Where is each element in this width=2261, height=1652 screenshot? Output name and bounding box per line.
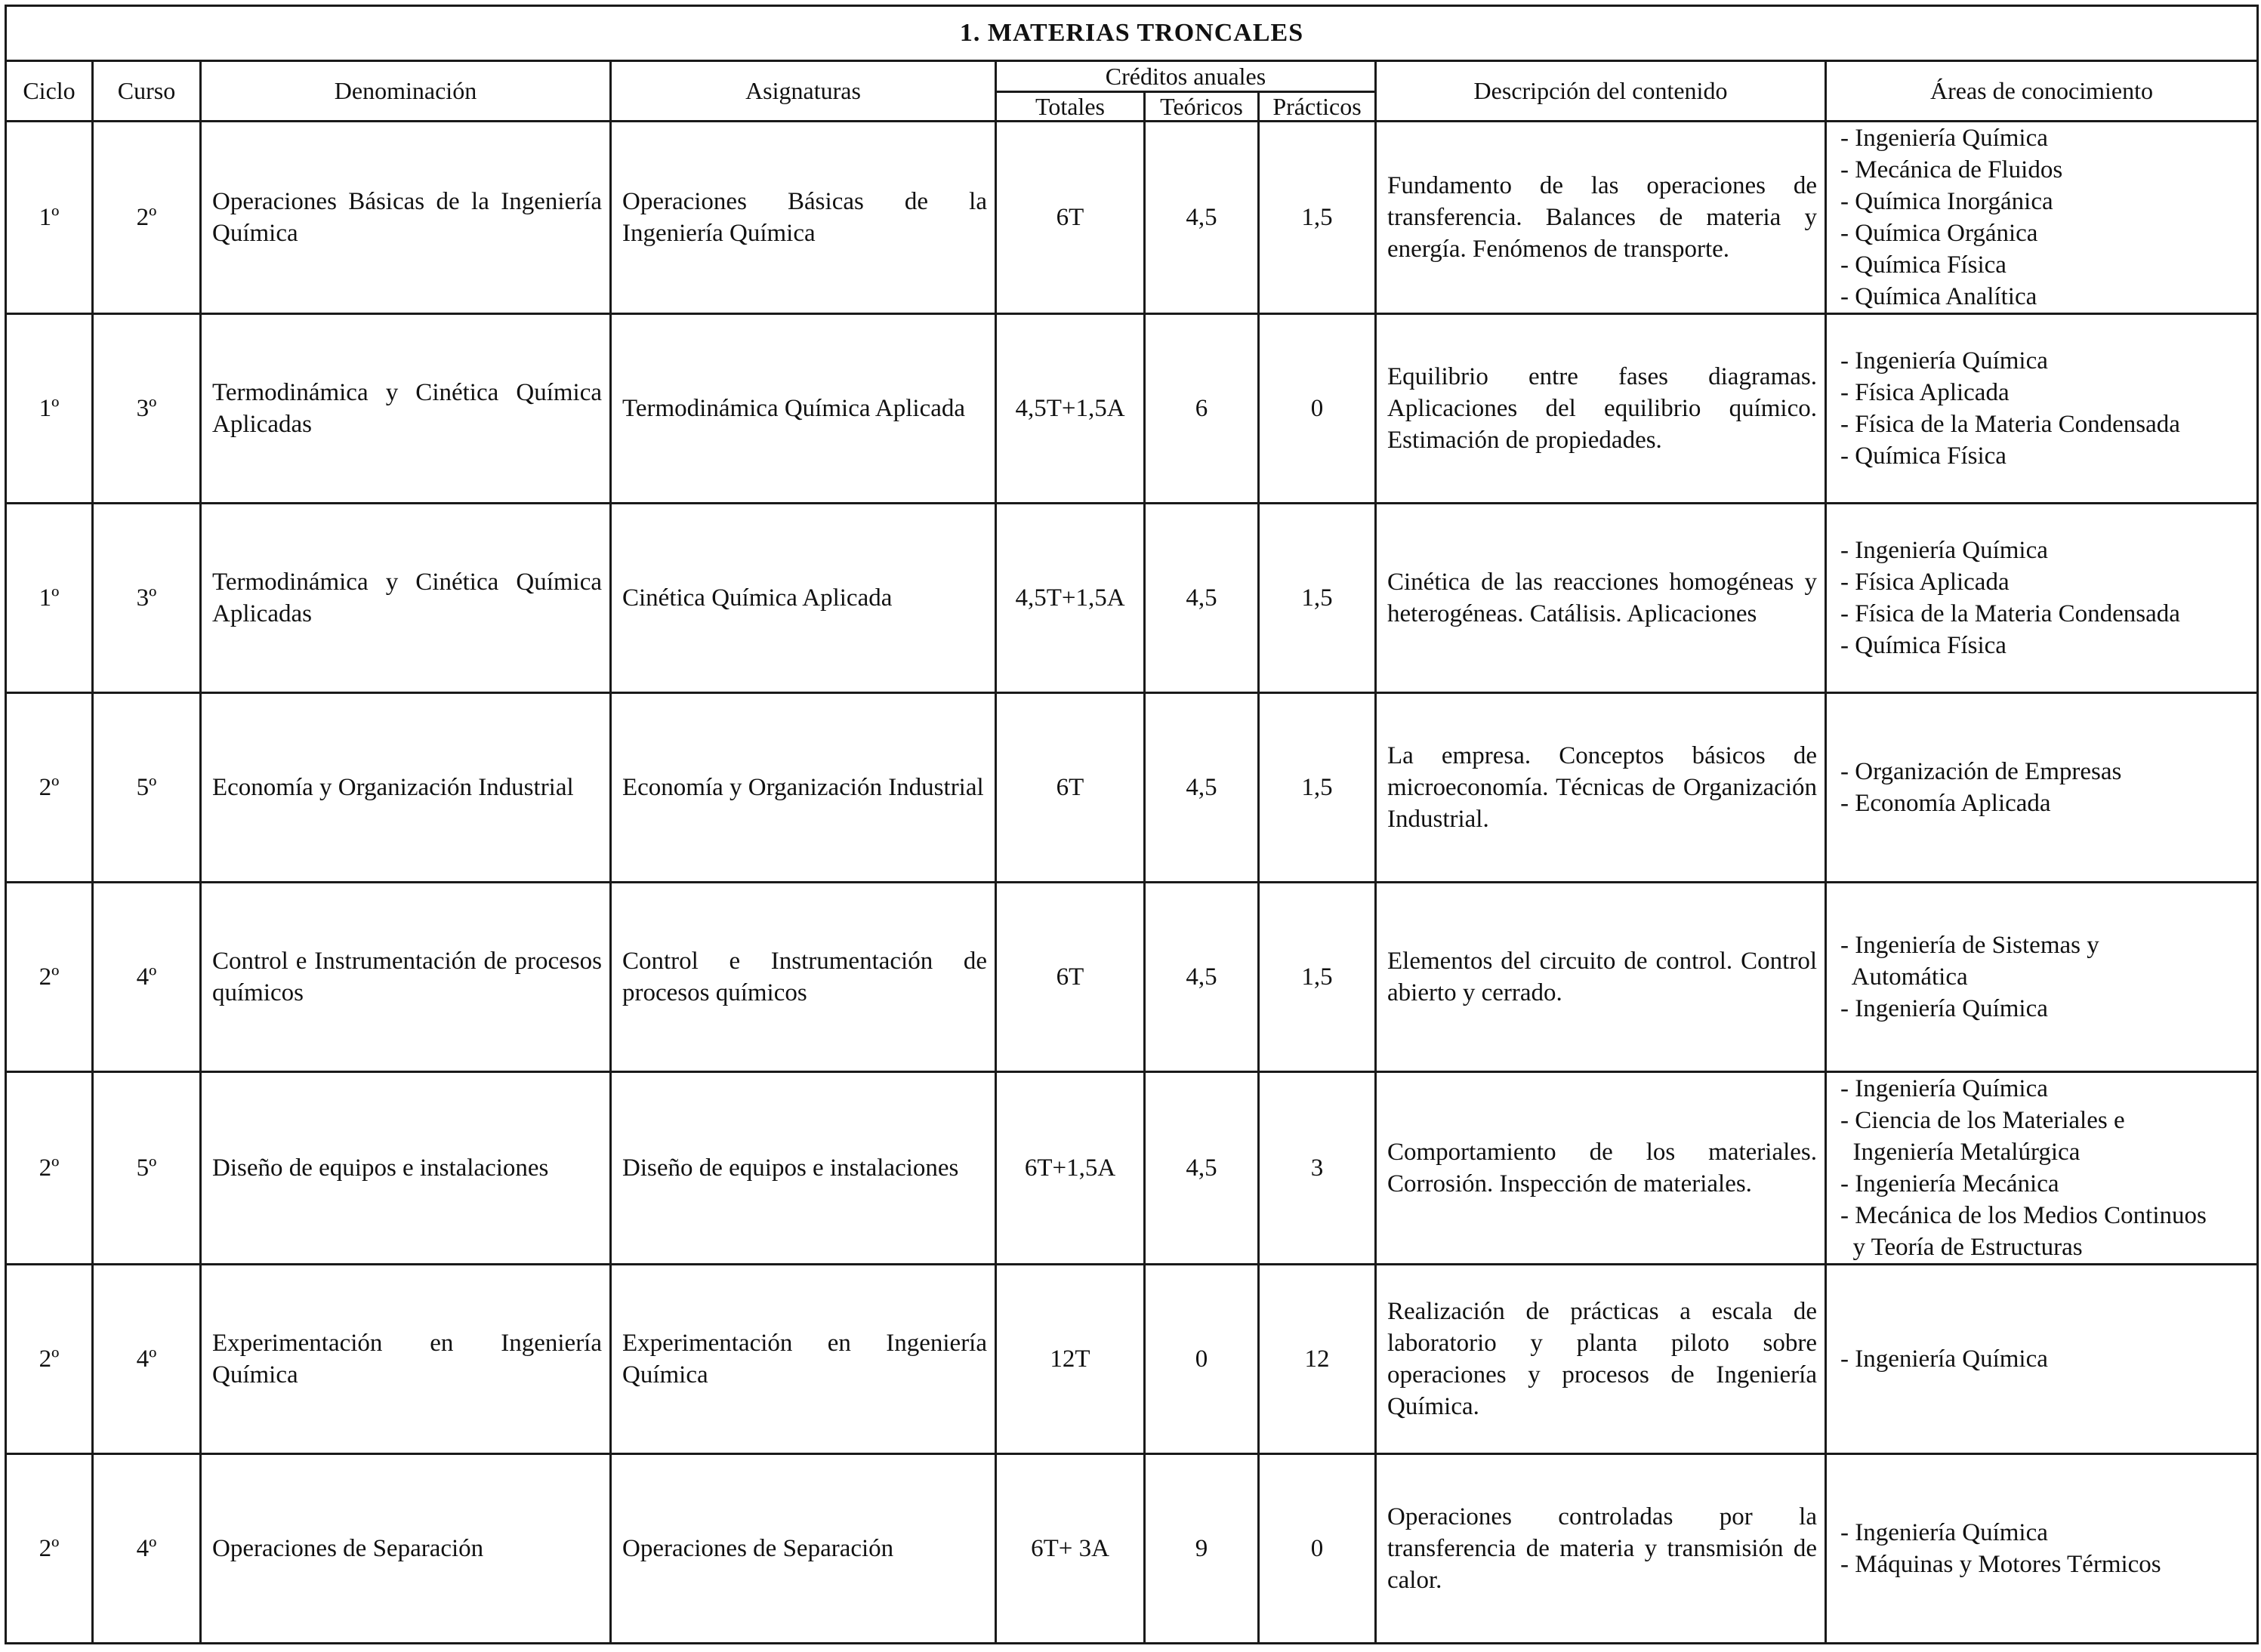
- creditos-teoricos-cell: 0: [1145, 1265, 1259, 1454]
- creditos-teoricos-cell: 4,5: [1145, 693, 1259, 883]
- area-item: - Ingeniería Mecánica: [1840, 1170, 2059, 1197]
- header-ciclo: Ciclo: [6, 61, 93, 122]
- area-item: - Economía Aplicada: [1840, 790, 2051, 817]
- denominacion-cell: Operaciones de Separación: [201, 1454, 611, 1644]
- creditos-totales-cell: 6T: [996, 122, 1145, 314]
- creditos-teoricos-cell: 4,5: [1145, 122, 1259, 314]
- descripcion-cell: Equilibrio entre fases diagramas. Aplicaciones del equilibrio químico. Estimación de propiedades.: [1376, 314, 1826, 504]
- creditos-totales-cell: 6T+1,5A: [996, 1072, 1145, 1265]
- ciclo-cell: 2º: [6, 1072, 93, 1265]
- creditos-totales-cell: 4,5T+1,5A: [996, 504, 1145, 693]
- denominacion-cell: Operaciones Básicas de la Ingeniería Química: [201, 122, 611, 314]
- ciclo-cell: 1º: [6, 122, 93, 314]
- area-item: - Ingeniería Química: [1840, 347, 2048, 374]
- table-row: [6, 1265, 2258, 1454]
- descripcion-cell: Operaciones controladas por la transferencia de materia y transmisión de calor.: [1376, 1454, 1826, 1644]
- creditos-practicos-cell: 12: [1259, 1265, 1376, 1454]
- denominacion-cell: Control e Instrumentación de procesos químicos: [201, 883, 611, 1072]
- header-teoricos: Teóricos: [1145, 92, 1259, 122]
- curso-cell: 5º: [93, 1072, 201, 1265]
- table-row: [6, 122, 2258, 314]
- denominacion-cell: Diseño de equipos e instalaciones: [201, 1072, 611, 1265]
- asignatura-cell: Economía y Organización Industrial: [611, 693, 996, 883]
- creditos-totales-cell: 6T: [996, 883, 1145, 1072]
- creditos-practicos-cell: 1,5: [1259, 693, 1376, 883]
- descripcion-cell: Elementos del circuito de control. Control abierto y cerrado.: [1376, 883, 1826, 1072]
- creditos-totales-cell: 4,5T+1,5A: [996, 314, 1145, 504]
- asignatura-cell: Control e Instrumentación de procesos químicos: [611, 883, 996, 1072]
- ciclo-cell: 2º: [6, 1454, 93, 1644]
- descripcion-cell: Realización de prácticas a escala de laboratorio y planta piloto sobre operaciones y procesos de Ingeniería Química.: [1376, 1265, 1826, 1454]
- area-item: - Ingeniería de Sistemas y: [1840, 932, 2099, 959]
- descripcion-cell: La empresa. Conceptos básicos de microeconomía. Técnicas de Organización Industrial.: [1376, 693, 1826, 883]
- asignatura-cell: Operaciones de Separación: [611, 1454, 996, 1644]
- creditos-practicos-cell: 0: [1259, 1454, 1376, 1644]
- header-practicos: Prácticos: [1259, 92, 1376, 122]
- curso-cell: 4º: [93, 1265, 201, 1454]
- ciclo-cell: 2º: [6, 1265, 93, 1454]
- creditos-teoricos-cell: 4,5: [1145, 1072, 1259, 1265]
- creditos-totales-cell: 6T+ 3A: [996, 1454, 1145, 1644]
- materias-troncales-table: [5, 5, 2259, 1644]
- header-curso: Curso: [93, 61, 201, 122]
- creditos-totales-cell: 12T: [996, 1265, 1145, 1454]
- area-item: - Química Inorgánica: [1840, 188, 2053, 215]
- creditos-teoricos-cell: 4,5: [1145, 504, 1259, 693]
- areas-cell: [1826, 314, 2258, 504]
- table-row: [6, 883, 2258, 1072]
- area-item: - Química Física: [1840, 442, 2007, 470]
- creditos-practicos-cell: 3: [1259, 1072, 1376, 1265]
- area-item: - Química Orgánica: [1840, 220, 2038, 247]
- denominacion-cell: Experimentación en Ingeniería Química: [201, 1265, 611, 1454]
- asignatura-cell: Cinética Química Aplicada: [611, 504, 996, 693]
- table-row: [6, 693, 2258, 883]
- area-item: Automática: [1840, 963, 1968, 991]
- asignatura-cell: Operaciones Básicas de la Ingeniería Química: [611, 122, 996, 314]
- denominacion-cell: Termodinámica y Cinética Química Aplicadas: [201, 504, 611, 693]
- header-creditos-anuales: Créditos anuales: [996, 61, 1376, 92]
- area-item: - Máquinas y Motores Térmicos: [1840, 1551, 2161, 1578]
- creditos-practicos-cell: 1,5: [1259, 122, 1376, 314]
- area-item: - Química Analítica: [1840, 283, 2037, 310]
- ciclo-cell: 1º: [6, 504, 93, 693]
- header-asignaturas: Asignaturas: [611, 61, 996, 122]
- areas-cell: [1826, 122, 2258, 314]
- curso-cell: 4º: [93, 883, 201, 1072]
- curso-cell: 3º: [93, 314, 201, 504]
- denominacion-cell: Economía y Organización Industrial: [201, 693, 611, 883]
- creditos-practicos-cell: 1,5: [1259, 883, 1376, 1072]
- area-item: - Ingeniería Química: [1840, 125, 2048, 152]
- table-title: 1. MATERIAS TRONCALES: [6, 6, 2258, 61]
- header-descripcion: Descripción del contenido: [1376, 61, 1826, 122]
- descripcion-cell: Cinética de las reacciones homogéneas y heterogéneas. Catálisis. Aplicaciones: [1376, 504, 1826, 693]
- area-item: y Teoría de Estructuras: [1840, 1234, 2083, 1261]
- areas-cell: [1826, 693, 2258, 883]
- area-item: - Física de la Materia Condensada: [1840, 411, 2180, 438]
- area-item: - Mecánica de Fluidos: [1840, 156, 2063, 183]
- area-item: - Física Aplicada: [1840, 569, 2010, 596]
- areas-cell: [1826, 1072, 2258, 1265]
- areas-cell: [1826, 504, 2258, 693]
- area-item: - Ciencia de los Materiales e: [1840, 1107, 2125, 1134]
- area-item: - Física de la Materia Condensada: [1840, 600, 2180, 627]
- descripcion-cell: Comportamiento de los materiales. Corrosión. Inspección de materiales.: [1376, 1072, 1826, 1265]
- curso-cell: 5º: [93, 693, 201, 883]
- creditos-teoricos-cell: 6: [1145, 314, 1259, 504]
- area-item: - Ingeniería Química: [1840, 537, 2048, 564]
- creditos-practicos-cell: 1,5: [1259, 504, 1376, 693]
- header-areas: Áreas de conocimiento: [1826, 61, 2258, 122]
- areas-cell: [1826, 1265, 2258, 1454]
- ciclo-cell: 1º: [6, 314, 93, 504]
- area-item: - Química Física: [1840, 251, 2007, 279]
- area-item: - Física Aplicada: [1840, 379, 2010, 406]
- table-row: [6, 1072, 2258, 1265]
- header-denominacion: Denominación: [201, 61, 611, 122]
- area-item: - Ingeniería Química: [1840, 1519, 2048, 1546]
- denominacion-cell: Termodinámica y Cinética Química Aplicadas: [201, 314, 611, 504]
- header-totales: Totales: [996, 92, 1145, 122]
- creditos-practicos-cell: 0: [1259, 314, 1376, 504]
- curso-cell: 2º: [93, 122, 201, 314]
- ciclo-cell: 2º: [6, 883, 93, 1072]
- areas-cell: [1826, 883, 2258, 1072]
- area-item: - Organización de Empresas: [1840, 758, 2122, 785]
- creditos-teoricos-cell: 4,5: [1145, 883, 1259, 1072]
- curso-cell: 3º: [93, 504, 201, 693]
- table-row: [6, 504, 2258, 693]
- area-item: - Ingeniería Química: [1840, 1345, 2048, 1373]
- area-item: - Química Física: [1840, 632, 2007, 659]
- table-row: [6, 314, 2258, 504]
- ciclo-cell: 2º: [6, 693, 93, 883]
- table-body: [6, 122, 2258, 1644]
- asignatura-cell: Diseño de equipos e instalaciones: [611, 1072, 996, 1265]
- asignatura-cell: Termodinámica Química Aplicada: [611, 314, 996, 504]
- curso-cell: 4º: [93, 1454, 201, 1644]
- area-item: - Mecánica de los Medios Continuos: [1840, 1202, 2207, 1229]
- area-item: - Ingeniería Química: [1840, 995, 2048, 1022]
- creditos-totales-cell: 6T: [996, 693, 1145, 883]
- area-item: Ingeniería Metalúrgica: [1840, 1139, 2081, 1166]
- descripcion-cell: Fundamento de las operaciones de transferencia. Balances de materia y energía. Fenómenos de transporte.: [1376, 122, 1826, 314]
- area-item: - Ingeniería Química: [1840, 1075, 2048, 1102]
- asignatura-cell: Experimentación en Ingeniería Química: [611, 1265, 996, 1454]
- creditos-teoricos-cell: 9: [1145, 1454, 1259, 1644]
- table-row: [6, 1454, 2258, 1644]
- areas-cell: [1826, 1454, 2258, 1644]
